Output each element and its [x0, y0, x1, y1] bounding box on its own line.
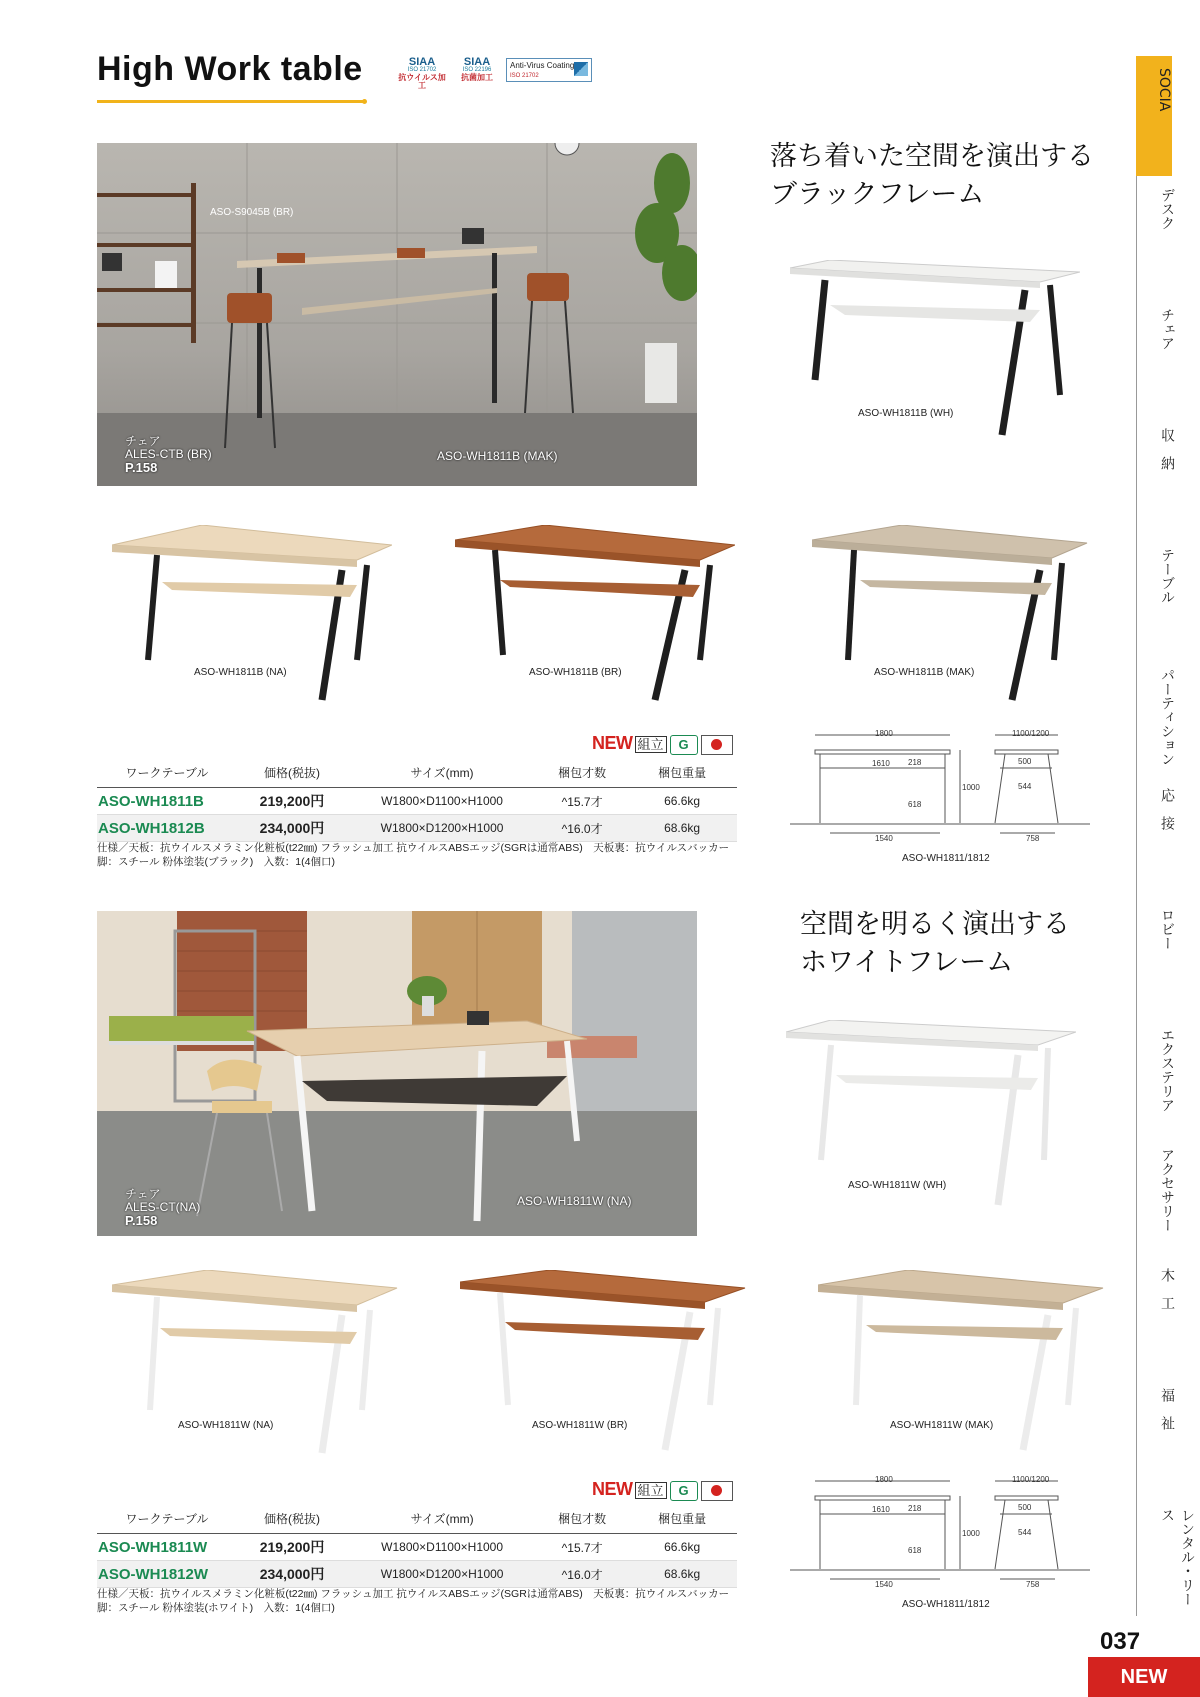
- sidebar-item-rental[interactable]: レンタル・リース: [1136, 1496, 1197, 1616]
- sidebar-item-partition[interactable]: パーティション: [1136, 656, 1177, 776]
- dimension-diagram-icon: [790, 728, 1090, 858]
- white-dimension-drawing: 1800 1610 218 618 1000 1540 1100/1200 500 544 758 ASO-WH1811/1812: [790, 1474, 1090, 1614]
- page-title: High Work table: [97, 50, 363, 88]
- category-sidebar: [1136, 56, 1200, 1616]
- sidebar-item-desk[interactable]: デスク: [1136, 176, 1177, 296]
- siaa-antibacterial-cert: SIAA ISO 22196 抗菌加工: [461, 56, 493, 82]
- white-badges: [592, 1479, 733, 1501]
- table-caption: ASO-WH1811B (MAK): [437, 449, 558, 463]
- white-table-caption: ASO-WH1811W (NA): [517, 1194, 632, 1208]
- table-br-white-icon: [460, 1270, 750, 1460]
- shelf-caption: ASO-S9045B (BR): [210, 207, 294, 218]
- table-br-black-icon: [455, 525, 735, 705]
- siaa-antivirus-cert: SIAA ISO 21702 抗ウイルス加工: [398, 56, 446, 90]
- white-headline: 空間を明るく演出する ホワイトフレーム: [800, 909, 1070, 978]
- black-variant-na: ASO-WH1811B (NA): [112, 525, 392, 710]
- japan-flag-icon: [701, 735, 733, 755]
- new-corner-tag: NEW: [1088, 1657, 1200, 1697]
- dimension-diagram-icon: [790, 1474, 1090, 1604]
- white-variant-br: ASO-WH1811W (BR): [460, 1270, 750, 1465]
- sidebar-item-accessory[interactable]: アクセサリー: [1136, 1136, 1177, 1256]
- title-dot: [362, 99, 367, 104]
- sidebar-item-socia[interactable]: SOCIA: [1136, 56, 1172, 176]
- sidebar-item-reception[interactable]: 応 接: [1136, 776, 1177, 896]
- new-badge: NEW: [592, 733, 633, 753]
- green-mark-icon: G: [670, 1481, 698, 1501]
- table-header-row: ワークテーブル 価格(税抜) サイズ(mm) 梱包才数 梱包重量: [97, 757, 737, 788]
- black-spec-note: 仕様／天板：抗ウイルスメラミン化粧板(t22㎜) フラッシュ加工 抗ウイルスABSエッジ(SGRは通常ABS) 天板裏：抗ウイルスバッカー 脚：スチール 粉体塗装(ブラック) 入数：1(4個口): [97, 842, 730, 868]
- new-badge: NEW: [592, 1479, 633, 1499]
- black-variant-br: ASO-WH1811B (BR): [455, 525, 735, 710]
- table-row: ASO-WH1812B 234,000円 W1800×D1200×H1000 ^16.0才 68.6kg: [97, 815, 737, 842]
- assembly-badge: 組立: [635, 736, 667, 753]
- table-mak-black-icon: [812, 525, 1092, 705]
- black-frame-scene-photo: [97, 143, 697, 486]
- white-variant-mak: ASO-WH1811W (MAK): [818, 1270, 1108, 1465]
- sidebar-item-table[interactable]: テーブル: [1136, 536, 1177, 656]
- black-spec-table: [97, 757, 737, 842]
- white-variant-wh: ASO-WH1811W (WH): [786, 1020, 1076, 1215]
- sidebar-item-chair[interactable]: チェア: [1136, 296, 1177, 416]
- black-variant-wh: ASO-WH1811B (WH): [790, 260, 1080, 445]
- green-mark-icon: G: [670, 735, 698, 755]
- table-row: ASO-WH1812W 234,000円 W1800×D1200×H1000 ^16.0才 68.6kg: [97, 1561, 737, 1588]
- page-number: 037: [1100, 1628, 1141, 1655]
- black-badges: [592, 733, 733, 755]
- japan-flag-icon: [701, 1481, 733, 1501]
- assembly-badge: 組立: [635, 1482, 667, 1499]
- table-mak-white-icon: [818, 1270, 1108, 1460]
- sidebar-item-storage[interactable]: 収 納: [1136, 416, 1177, 536]
- anti-virus-coating-badge: Anti-Virus Coating ISO 21702: [506, 58, 592, 82]
- table-row: ASO-WH1811B 219,200円 W1800×D1100×H1000 ^15.7才 66.6kg: [97, 788, 737, 815]
- chair-caption: チェア ALES-CTB (BR) P.158: [125, 434, 212, 475]
- black-variant-mak: ASO-WH1811B (MAK): [812, 525, 1092, 710]
- table-header-row: ワークテーブル 価格(税抜) サイズ(mm) 梱包才数 梱包重量: [97, 1503, 737, 1534]
- white-variant-na: ASO-WH1811W (NA): [112, 1270, 402, 1465]
- table-na-black-icon: [112, 525, 392, 705]
- title-underline: [97, 100, 365, 103]
- table-na-white-icon: [112, 1270, 402, 1460]
- sidebar-item-woodwork[interactable]: 木 工: [1136, 1256, 1177, 1376]
- avc-logo-icon: [574, 62, 588, 76]
- black-headline: 落ち着いた空間を演出する ブラックフレーム: [770, 141, 1094, 210]
- sidebar-item-lobby[interactable]: ロビー: [1136, 896, 1177, 1016]
- white-chair-caption: チェア ALES-CT(NA) P.158: [125, 1187, 201, 1228]
- white-frame-scene-photo: [97, 911, 697, 1236]
- table-row: ASO-WH1811W 219,200円 W1800×D1100×H1000 ^15.7才 66.6kg: [97, 1534, 737, 1561]
- black-dimension-drawing: 1800 1610 218 618 1000 1540 1100/1200 500 544 758 ASO-WH1811/1812: [790, 728, 1090, 868]
- white-spec-table: [97, 1503, 737, 1588]
- sidebar-item-exterior[interactable]: エクステリア: [1136, 1016, 1177, 1136]
- sidebar-item-welfare[interactable]: 福 祉: [1136, 1376, 1177, 1496]
- white-spec-note: 仕様／天板：抗ウイルスメラミン化粧板(t22㎜) フラッシュ加工 抗ウイルスABSエッジ(SGRは通常ABS) 天板裏：抗ウイルスバッカー 脚：スチール 粉体塗装(ホワイト) 入数：1(4個口): [97, 1588, 730, 1614]
